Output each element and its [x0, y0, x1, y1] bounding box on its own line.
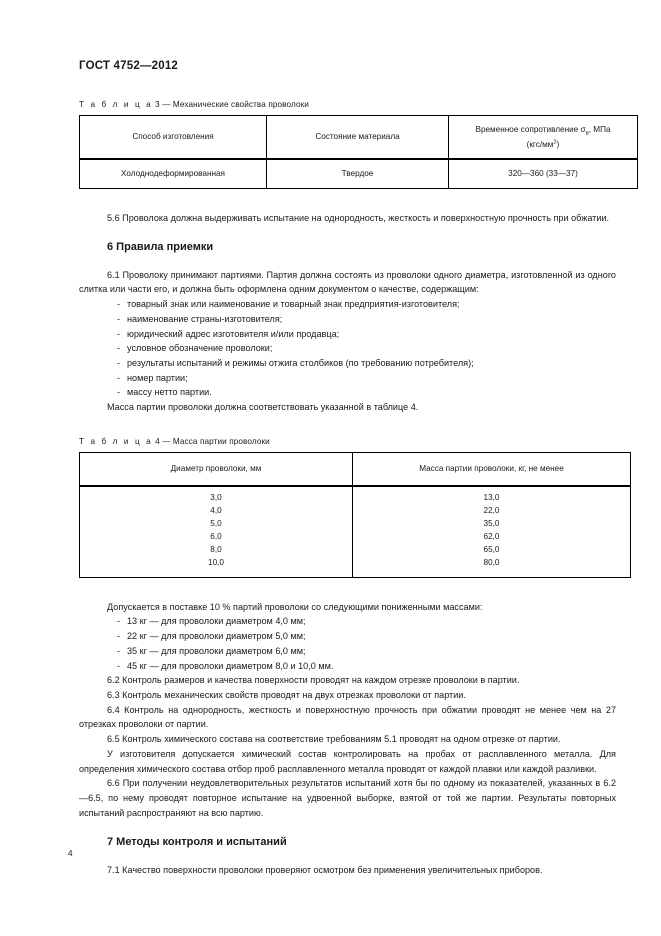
section-7-heading: 7 Методы контроля и испытаний — [107, 836, 287, 849]
table4-mass-value: 80,0 — [483, 557, 500, 567]
table4-mass-value: 65,0 — [483, 544, 500, 554]
table4-caption-dash: — — [162, 436, 171, 446]
table4-diameter-value: 8,0 — [210, 544, 222, 554]
mass-reference-note: Масса партии проволоки должна соответствовать указанной в таблице 4. — [107, 402, 419, 413]
table3-header-strength-superscript: 2 — [553, 139, 557, 146]
list-item: - 13 кг — для проволоки диаметром 4,0 мм; — [79, 614, 616, 629]
table4-cell-diameters — [80, 486, 353, 577]
table3-caption-dash: — — [162, 100, 171, 109]
table3-header-row — [80, 116, 638, 160]
table3-header-strength-l2b: ) — [556, 139, 560, 149]
table4-diameter-value: 3,0 — [210, 492, 222, 502]
table4-caption-title: Масса партии проволоки — [172, 436, 270, 446]
clause-6-2: 6.2 Контроль размеров и качества поверхности проводят на каждом отрезке проволоки в партии. — [107, 675, 520, 686]
table4-header-diameter: Диаметр проволоки, мм — [80, 452, 353, 486]
list-item: - юридический адрес изготовителя и/или продавца; — [79, 327, 616, 342]
table4-mass-value: 62,0 — [483, 531, 500, 541]
list-item: - условное обозначение проволоки; — [79, 341, 616, 356]
section-6-heading: 6 Правила приемки — [107, 240, 214, 253]
clause-6-4: 6.4 Контроль на однородность, жесткость и поверхностную прочность при обжатии проводят не менее чем на 27 отрезках проволоки от партии. — [79, 704, 616, 730]
table3-header-strength-l1a: Временное сопротивление σ — [475, 125, 586, 135]
table3-header-strength — [449, 116, 638, 160]
table4-diameter-value: 5,0 — [210, 518, 222, 528]
table4-header-mass: Масса партии проволоки, кг, не менее — [353, 452, 631, 486]
table3-caption-title: Механические свойства проволоки — [172, 100, 309, 109]
list-item: - 22 кг — для проволоки диаметром 5,0 мм; — [79, 629, 616, 644]
table3-cell-state: Твердое — [267, 159, 449, 189]
reduced-mass-intro: Допускается в поставке 10 % партий проволоки со следующими пониженными массами: — [107, 601, 483, 612]
table4-mass-value: 22,0 — [483, 505, 500, 515]
clause-5-6: 5.6 Проволока должна выдерживать испытание на однородность, жесткость и поверхностную прочность при обжатии. — [107, 213, 610, 223]
clause-7-1: 7.1 Качество поверхности проволоки проверяют осмотром без применения увеличительных приборов. — [107, 865, 543, 876]
list-item: - 45 кг — для проволоки диаметром 8,0 и 10,0 мм. — [79, 659, 616, 674]
table4-caption-number: 4 — [155, 436, 160, 446]
list-item: - товарный знак или наименование и товарный знак предприятия-изготовителя; — [79, 297, 616, 312]
table3-caption-number: 3 — [155, 100, 160, 109]
table3-header-strength-l2a: (кгс/мм — [526, 139, 554, 149]
table-row — [80, 486, 631, 577]
clause-6-3: 6.3 Контроль механических свойств проводят на двух отрезках проволоки от партии. — [107, 689, 466, 700]
reduced-mass-list — [79, 614, 616, 673]
table3-header-method: Способ изготовления — [80, 116, 267, 160]
table3-header-strength-l1b: , МПа — [588, 125, 611, 135]
table4-caption — [79, 437, 616, 446]
table4-caption-prefix: Т а б л и ц а — [79, 436, 153, 446]
page-content — [79, 60, 616, 878]
clause-6-6: 6.6 При получении неудовлетворительных результатов испытаний хотя бы по одному из показателей, указанных в 6.2—6.5, по нему проводят повторное испытание на удвоенной выборке, взятой от той же партии. Результаты повторных испытаний распространяют на всю партию. — [79, 778, 616, 818]
table3-cell-strength: 320—360 (33—37) — [449, 159, 638, 189]
table3-header-state: Состояние материала — [267, 116, 449, 160]
clause-6-5-note: У изготовителя допускается химический состав контролировать на пробах от расплавленного металла. Для определения химического состава отбор проб расплавленного металла проводят от каждой плавки или каждой разливки. — [79, 748, 616, 774]
clause-6-5: 6.5 Контроль химического состава на соответствие требованиям 5.1 проводят на одном отрезке от партии. — [107, 734, 561, 745]
list-item: - 35 кг — для проволоки диаметром 6,0 мм; — [79, 644, 616, 659]
list-item: - наименование страны-изготовителя; — [79, 312, 616, 327]
table4-mass-value: 35,0 — [483, 518, 500, 528]
running-head: ГОСТ 4752—2012 — [79, 60, 179, 72]
table3-header-strength-subscript: в — [585, 130, 589, 137]
document-requirements-list — [79, 297, 616, 400]
table-mechanical-properties — [79, 115, 638, 189]
table3-caption-prefix: Т а б л и ц а — [79, 100, 153, 109]
page-number: 4 — [68, 849, 73, 858]
table4-diameter-value: 4,0 — [210, 505, 222, 515]
table4-header-row — [80, 452, 631, 486]
table-row — [80, 159, 638, 189]
list-item: - массу нетто партии. — [79, 385, 616, 400]
clause-6-1: 6.1 Проволоку принимают партиями. Партия должна состоять из проволоки одного диаметра, изготовленной из одного слитка или части его, и должна быть оформлена одним документом о качестве, содержащим: — [79, 269, 616, 295]
table4-cell-masses — [353, 486, 631, 577]
table-batch-mass — [79, 452, 631, 578]
table4-mass-value: 13,0 — [483, 492, 500, 502]
list-item: - результаты испытаний и режимы отжига столбиков (по требованию потребителя); — [79, 356, 616, 371]
table4-diameter-value: 10,0 — [208, 557, 224, 567]
table3-caption — [79, 100, 616, 109]
table4-diameter-value: 6,0 — [210, 531, 222, 541]
table3-cell-method: Холоднодеформированная — [80, 159, 267, 189]
list-item: - номер партии; — [79, 371, 616, 386]
